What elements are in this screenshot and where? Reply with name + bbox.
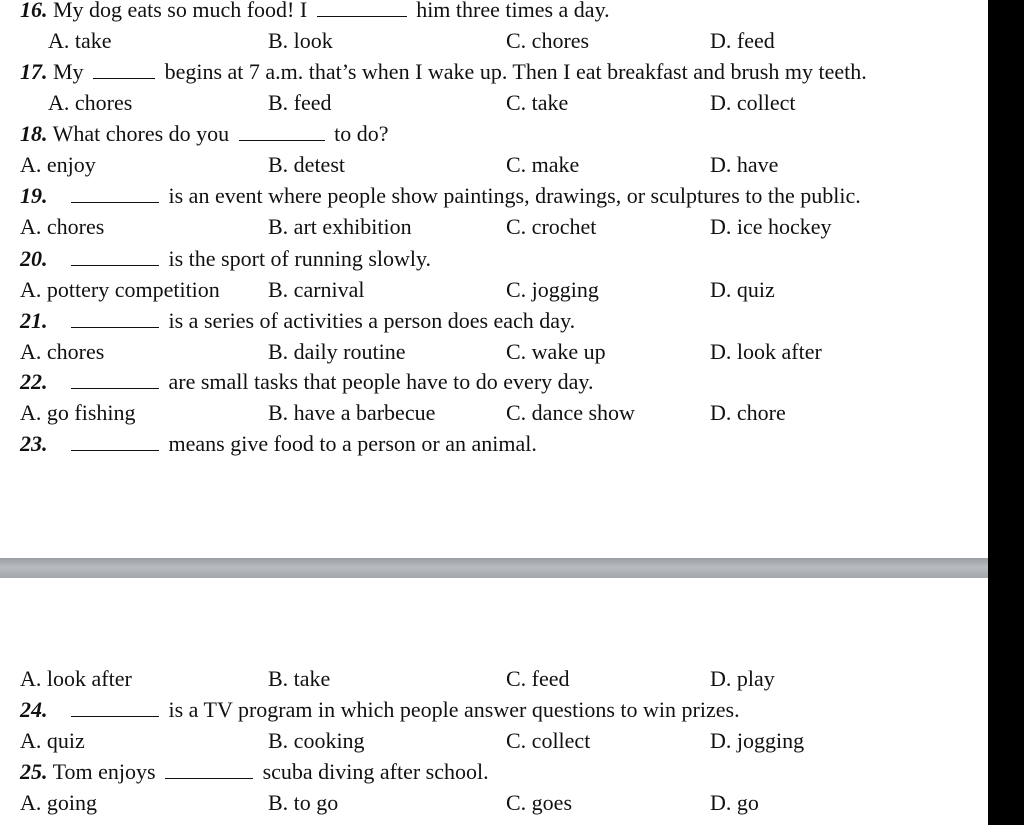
question-18: [0, 118, 988, 149]
answer-blank[interactable]: [71, 309, 159, 328]
options-24: [0, 725, 988, 756]
question-text-after: is the sport of running slowly.: [168, 246, 432, 271]
question-number: 17.: [20, 59, 48, 84]
question-stem: [20, 243, 431, 274]
option-b[interactable]: B. feed: [268, 90, 332, 115]
question-stem: [20, 118, 389, 149]
option-a[interactable]: A. pottery competition: [20, 277, 220, 302]
window-edge: [988, 0, 1024, 825]
answer-blank[interactable]: [239, 122, 325, 141]
option-c[interactable]: C. crochet: [506, 214, 597, 239]
answer-blank[interactable]: [317, 0, 407, 17]
option-c[interactable]: C. feed: [506, 666, 570, 691]
options-20: [0, 274, 988, 305]
question-stem: [20, 428, 537, 459]
question-text-after: is an event where people show paintings, drawings, or sculptures to the public.: [168, 183, 861, 208]
question-text-after: begins at 7 a.m. that’s when I wake up. Then I eat breakfast and brush my teeth.: [164, 59, 867, 84]
option-b[interactable]: B. detest: [268, 152, 345, 177]
options-18: [0, 149, 988, 180]
question-number: 22.: [20, 369, 48, 394]
option-b[interactable]: B. take: [268, 666, 331, 691]
option-d[interactable]: D. have: [710, 152, 779, 177]
option-c[interactable]: C. make: [506, 152, 580, 177]
question-21: [0, 305, 988, 336]
option-b[interactable]: B. look: [268, 28, 333, 53]
question-25: [0, 756, 988, 787]
question-number: 20.: [20, 246, 48, 271]
answer-blank[interactable]: [71, 247, 159, 266]
question-number: 19.: [20, 183, 48, 208]
option-d[interactable]: D. feed: [710, 28, 775, 53]
question-number: 21.: [20, 308, 48, 333]
question-number: 24.: [20, 697, 48, 722]
question-text-after: are small tasks that people have to do every day.: [168, 369, 594, 394]
question-19: [0, 180, 988, 211]
options-21: [0, 336, 988, 367]
option-d[interactable]: D. collect: [710, 90, 796, 115]
question-text-before: Tom enjoys: [52, 759, 156, 784]
option-d[interactable]: D. ice hockey: [710, 214, 832, 239]
option-b[interactable]: B. daily routine: [268, 339, 406, 364]
question-stem: [20, 56, 867, 87]
option-d[interactable]: D. play: [710, 666, 775, 691]
page-break-divider: [0, 558, 988, 578]
option-a[interactable]: A. take: [48, 28, 112, 53]
question-stem: [20, 694, 740, 725]
option-a[interactable]: A. chores: [20, 214, 105, 239]
option-c[interactable]: C. wake up: [506, 339, 606, 364]
question-text-after: to do?: [334, 121, 389, 146]
question-stem: [20, 366, 593, 397]
question-stem: [20, 305, 575, 336]
option-b[interactable]: B. art exhibition: [268, 214, 412, 239]
option-c[interactable]: C. take: [506, 90, 569, 115]
question-number: 18.: [20, 121, 48, 146]
option-a[interactable]: A. look after: [20, 666, 132, 691]
options-19: [0, 211, 988, 242]
question-16: [0, 0, 988, 25]
options-16: [0, 25, 988, 56]
question-text-after: means give food to a person or an animal.: [168, 431, 537, 456]
option-b[interactable]: B. carnival: [268, 277, 365, 302]
option-a[interactable]: A. quiz: [20, 728, 85, 753]
option-d[interactable]: D. chore: [710, 400, 786, 425]
option-c[interactable]: C. goes: [506, 790, 572, 815]
options-22: [0, 397, 988, 428]
answer-blank[interactable]: [71, 184, 159, 203]
answer-blank[interactable]: [165, 760, 253, 779]
question-number: 16.: [20, 0, 48, 22]
answer-blank[interactable]: [71, 698, 159, 717]
question-text-after: is a TV program in which people answer questions to win prizes.: [168, 697, 740, 722]
question-23: [0, 428, 988, 459]
option-a[interactable]: A. chores: [48, 90, 133, 115]
question-stem: [20, 756, 489, 787]
option-d[interactable]: D. jogging: [710, 728, 805, 753]
question-text-after: scuba diving after school.: [262, 759, 489, 784]
option-a[interactable]: A. go fishing: [20, 400, 136, 425]
options-17: [0, 87, 988, 118]
option-d[interactable]: D. go: [710, 790, 759, 815]
question-text-before: My: [53, 59, 84, 84]
question-20: [0, 243, 988, 274]
question-stem: [20, 0, 610, 25]
option-c[interactable]: C. collect: [506, 728, 591, 753]
option-b[interactable]: B. have a barbecue: [268, 400, 436, 425]
option-c[interactable]: C. jogging: [506, 277, 599, 302]
answer-blank[interactable]: [71, 370, 159, 389]
question-22: [0, 366, 988, 397]
question-24: [0, 694, 988, 725]
option-d[interactable]: D. look after: [710, 339, 822, 364]
question-text-before: What chores do you: [52, 121, 230, 146]
question-number: 25.: [20, 759, 48, 784]
question-text-before: My dog eats so much food! I: [53, 0, 308, 22]
options-23: [0, 663, 988, 694]
option-c[interactable]: C. chores: [506, 28, 590, 53]
question-text-after: is a series of activities a person does each day.: [168, 308, 576, 333]
option-a[interactable]: A. chores: [20, 339, 105, 364]
question-17: [0, 56, 988, 87]
question-text-after: him three times a day.: [416, 0, 610, 22]
option-b[interactable]: B. to go: [268, 790, 339, 815]
options-25: [0, 787, 988, 818]
option-a[interactable]: A. enjoy: [20, 152, 96, 177]
question-number: 23.: [20, 431, 48, 456]
question-stem: [20, 180, 861, 211]
option-a[interactable]: A. going: [20, 790, 97, 815]
answer-blank[interactable]: [93, 60, 155, 79]
option-c[interactable]: C. dance show: [506, 400, 635, 425]
option-d[interactable]: D. quiz: [710, 277, 775, 302]
option-b[interactable]: B. cooking: [268, 728, 365, 753]
answer-blank[interactable]: [71, 432, 159, 451]
